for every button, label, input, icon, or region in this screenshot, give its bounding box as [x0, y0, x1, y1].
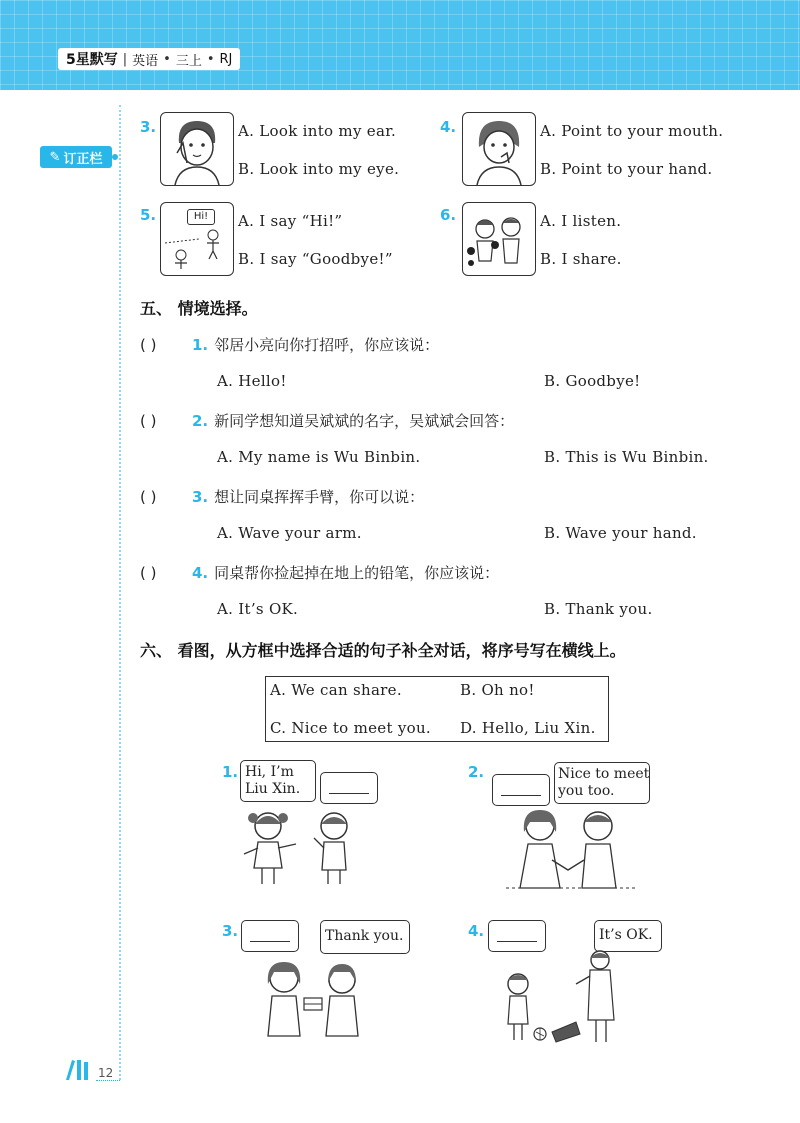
- book-series-tag: 5星默写 | 英语 • 三上 • RJ: [58, 48, 240, 70]
- page-number-underline: [96, 1080, 120, 1081]
- answer-blank[interactable]: ( ): [140, 411, 157, 430]
- girls-sharing-cake-illustration: [254, 958, 374, 1038]
- books-logo-icon: [64, 1058, 94, 1080]
- question-text: 邻居小亮向你打招呼，你应该说：: [214, 336, 440, 354]
- question-row: ( ) 1. 邻居小亮向你打招呼，你应该说：: [140, 335, 440, 354]
- answer-line[interactable]: [497, 941, 537, 942]
- page-header: [0, 0, 800, 90]
- question-1-option-a: A. Hello!: [217, 372, 287, 390]
- question-1-option-b: B. Goodbye!: [544, 372, 641, 390]
- speech-bubble: Hi, I’m Liu Xin.: [240, 760, 316, 802]
- question-4-option-a: A. It’s OK.: [217, 600, 299, 618]
- empty-speech-bubble: [241, 920, 299, 952]
- question-2-option-b: B. This is Wu Binbin.: [544, 448, 709, 466]
- item-number: 4.: [440, 118, 457, 136]
- hi-speech-bubble: Hi!: [187, 209, 215, 225]
- answer-line[interactable]: [250, 941, 290, 942]
- item-3-option-b: B. Look into my eye.: [238, 160, 400, 178]
- item-4-option-a: A. Point to your mouth.: [540, 122, 724, 140]
- correction-column-tag: ✎ 订正栏: [40, 146, 112, 168]
- answer-blank[interactable]: ( ): [140, 563, 157, 582]
- grade: 三上: [175, 53, 202, 69]
- item-4-option-b: B. Point to your hand.: [540, 160, 713, 178]
- item-3-option-a: A. Look into my ear.: [238, 122, 397, 140]
- item-6-option-a: A. I listen.: [540, 212, 622, 230]
- page-number: 12: [98, 1066, 114, 1080]
- sentence-option: B. Oh no!: [460, 681, 535, 699]
- adults-shaking-hands-illustration: [506, 808, 636, 892]
- speech-bubble: Nice to meet you too.: [554, 762, 650, 804]
- boy-dropped-flowers-illustration: [496, 950, 636, 1046]
- answer-blank[interactable]: ( ): [140, 335, 157, 354]
- dialog-number: 2.: [468, 763, 485, 781]
- question-3-option-a: A. Wave your arm.: [217, 524, 362, 542]
- dialog-number: 1.: [222, 763, 239, 781]
- question-row: ( ) 3. 想让同桌挥挥手臂，你可以说：: [140, 487, 425, 506]
- kids-saying-hi-illustration: [160, 202, 234, 276]
- subject: 英语: [132, 53, 159, 69]
- margin-dotted-line: [119, 105, 121, 1080]
- empty-speech-bubble: [492, 774, 550, 806]
- question-2-option-a: A. My name is Wu Binbin.: [217, 448, 421, 466]
- item-5-option-a: A. I say “Hi!”: [238, 212, 343, 230]
- question-4-option-b: B. Thank you.: [544, 600, 653, 618]
- item-5-option-b: B. I say “Goodbye!”: [238, 250, 393, 268]
- boy-touching-ear-illustration: [160, 112, 234, 186]
- sentence-option: C. Nice to meet you.: [270, 719, 431, 737]
- question-text: 同桌帮你捡起掉在地上的铅笔，你应该说：: [214, 564, 500, 582]
- dialog-number: 4.: [468, 922, 485, 940]
- sentence-option: A. We can share.: [270, 681, 402, 699]
- pencil-icon: ✎: [49, 149, 61, 165]
- brand-name: 5星默写: [66, 52, 118, 68]
- item-number: 6.: [440, 206, 457, 224]
- edition: RJ: [219, 51, 233, 67]
- question-text: 想让同桌挥挥手臂，你可以说：: [214, 488, 425, 506]
- question-row: ( ) 2. 新同学想知道吴斌斌的名字，吴斌斌会回答：: [140, 411, 515, 430]
- question-text: 新同学想知道吴斌斌的名字，吴斌斌会回答：: [214, 412, 515, 430]
- answer-blank[interactable]: ( ): [140, 487, 157, 506]
- question-row: ( ) 4. 同桌帮你捡起掉在地上的铅笔，你应该说：: [140, 563, 500, 582]
- section-6-title: 六、 看图，从方框中选择合适的句子补全对话，将序号写在横线上。: [140, 641, 626, 660]
- speech-bubble: It’s OK.: [594, 920, 662, 952]
- girl-pointing-to-mouth-illustration: [462, 112, 536, 186]
- answer-line[interactable]: [501, 795, 541, 796]
- sentence-options-box: [265, 676, 609, 742]
- item-number: 5.: [140, 206, 157, 224]
- dialog-number: 3.: [222, 922, 239, 940]
- section-5-title: 五、 情境选择。: [140, 299, 258, 318]
- item-6-option-b: B. I share.: [540, 250, 622, 268]
- sentence-option: D. Hello, Liu Xin.: [460, 719, 596, 737]
- question-3-option-b: B. Wave your hand.: [544, 524, 697, 542]
- kids-sharing-toys-illustration: [462, 202, 536, 276]
- empty-speech-bubble: [488, 920, 546, 952]
- item-number: 3.: [140, 118, 157, 136]
- speech-bubble: Thank you.: [320, 920, 410, 954]
- girl-and-boy-greeting-illustration: [238, 808, 368, 888]
- answer-line[interactable]: [329, 793, 369, 794]
- empty-speech-bubble: [320, 772, 378, 804]
